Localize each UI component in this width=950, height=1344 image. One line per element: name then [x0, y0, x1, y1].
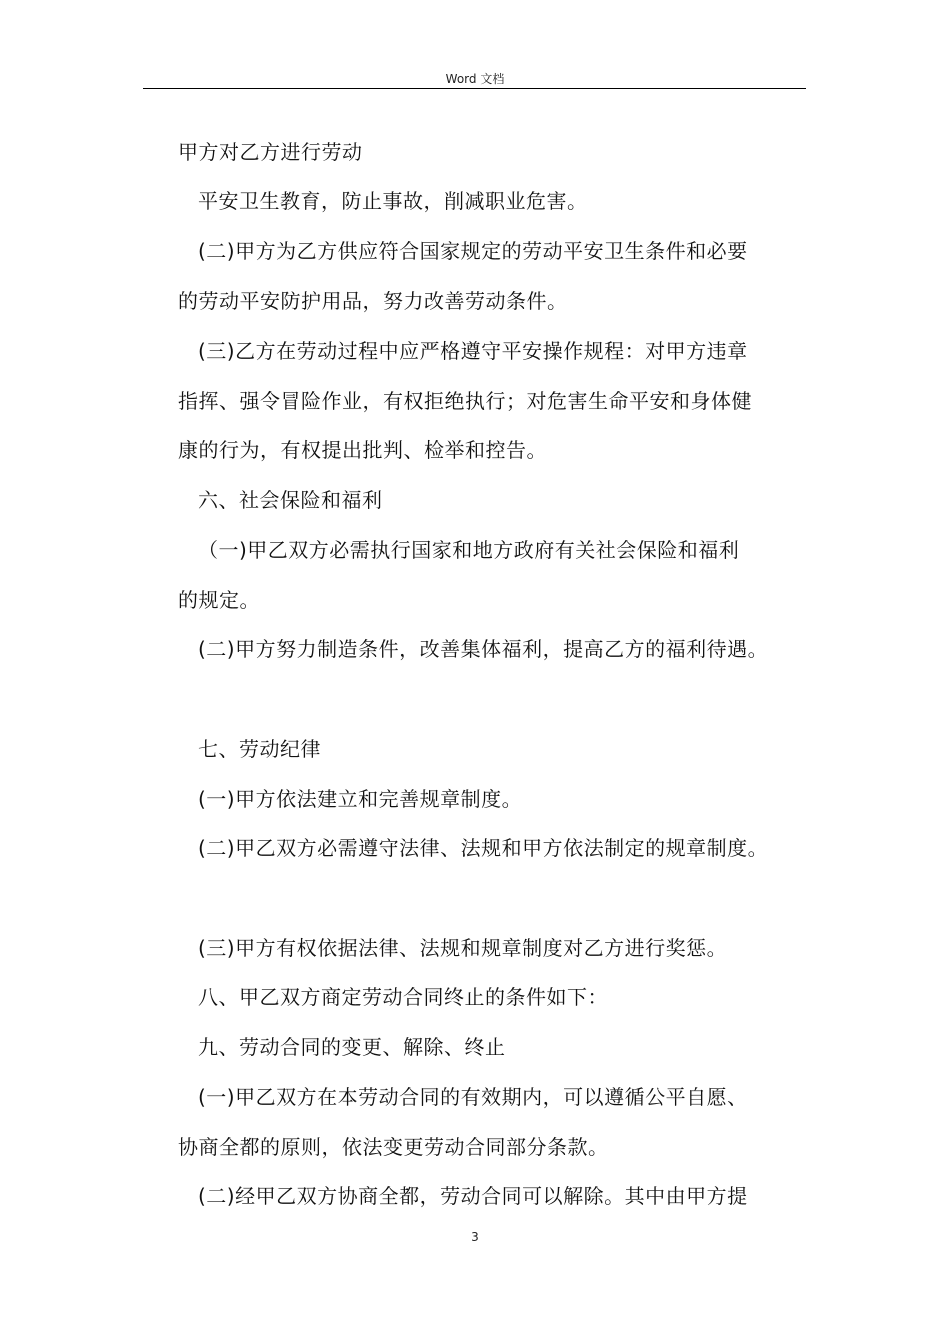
text-line: (二)甲乙双方必需遵守法律、法规和甲方依法制定的规章制度。 — [198, 836, 769, 860]
text-line: (二)甲方为乙方供应符合国家规定的劳动平安卫生条件和必要 — [198, 239, 748, 263]
text-line: 协商全都的原则，依法变更劳动合同部分条款。 — [178, 1135, 609, 1159]
text-line: 康的行为，有权提出批判、检举和控告。 — [178, 438, 547, 462]
text-line: (二)甲方努力制造条件，改善集体福利，提高乙方的福利待遇。 — [198, 637, 769, 661]
text-line: (一)甲方依法建立和完善规章制度。 — [198, 787, 523, 811]
text-line: 平安卫生教育，防止事故，削减职业危害。 — [198, 189, 588, 213]
section-heading: 六、社会保险和福利 — [198, 488, 383, 512]
text-line: (三)乙方在劳动过程中应严格遵守平安操作规程：对甲方违章 — [198, 339, 748, 363]
section-heading: 八、甲乙双方商定劳动合同终止的条件如下： — [198, 985, 608, 1009]
text-line: 指挥、强令冒险作业，有权拒绝执行；对危害生命平安和身体健 — [178, 389, 752, 413]
page-number: 3 — [471, 1230, 479, 1244]
text-line: (二)经甲乙双方协商全都，劳动合同可以解除。其中由甲方提 — [198, 1184, 748, 1208]
text-line: 的规定。 — [178, 588, 260, 612]
section-heading: 九、劳动合同的变更、解除、终止 — [198, 1035, 506, 1059]
text-line: 甲方对乙方进行劳动 — [178, 140, 363, 164]
page-header-title: Word 文档 — [445, 72, 505, 86]
section-heading: 七、劳动纪律 — [198, 737, 321, 761]
text-line: （一)甲乙双方必需执行国家和地方政府有关社会保险和福利 — [198, 538, 740, 562]
text-line: (一)甲乙双方在本劳动合同的有效期内，可以遵循公平自愿、 — [198, 1085, 748, 1109]
text-line: (三)甲方有权依据法律、法规和规章制度对乙方进行奖惩。 — [198, 936, 728, 960]
text-line: 的劳动平安防护用品，努力改善劳动条件。 — [178, 289, 568, 313]
header-divider — [143, 88, 806, 89]
